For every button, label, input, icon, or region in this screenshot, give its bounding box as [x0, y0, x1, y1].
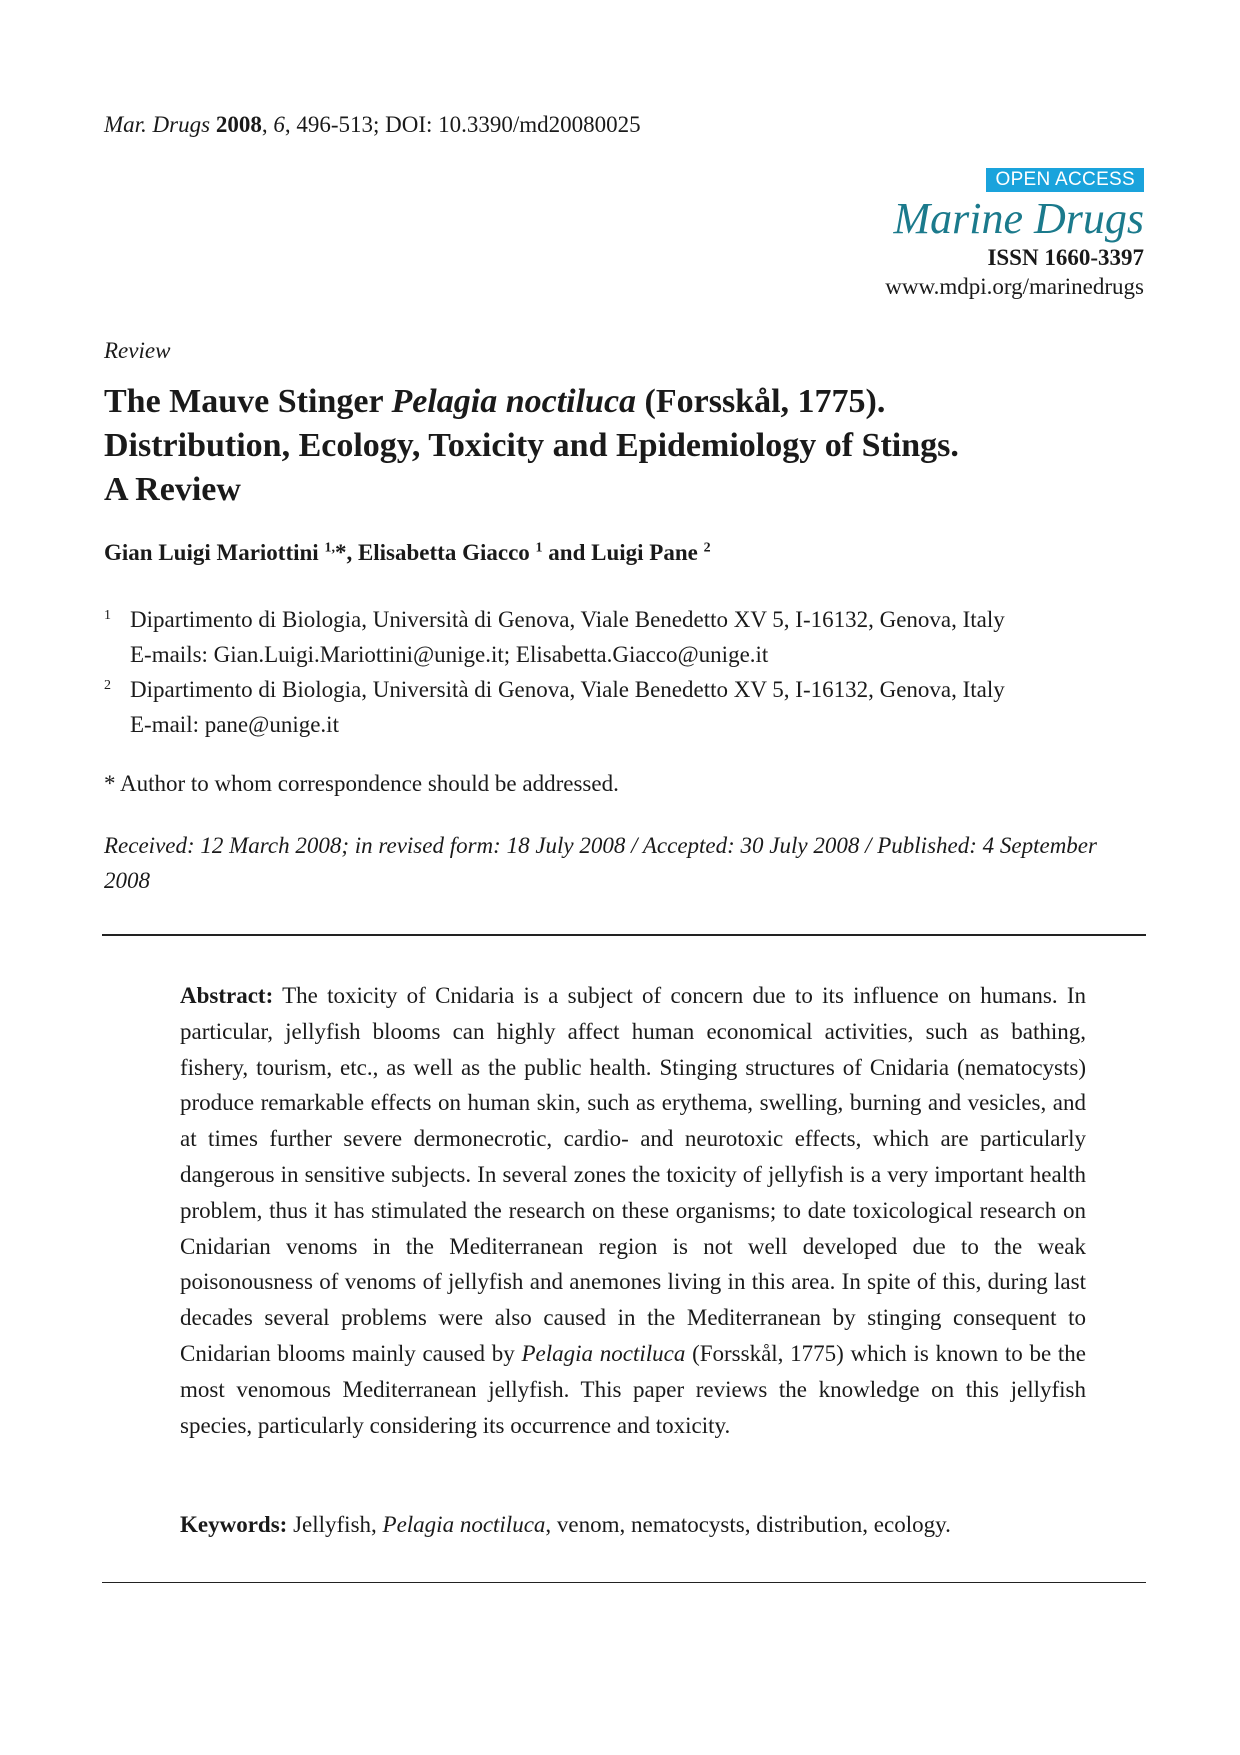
affiliations: [104, 602, 1005, 742]
affiliation-item: [104, 602, 1005, 672]
affiliation-emails[interactable]: E-mails: Gian.Luigi.Mariottini@unige.it; Elisabetta.Giacco@unige.it: [130, 642, 769, 667]
keywords-after: , venom, nematocysts, distribution, ecology.: [545, 1512, 951, 1537]
author-list: [104, 540, 711, 566]
keywords-before: Jellyfish,: [287, 1512, 383, 1537]
affiliation-address: Dipartimento di Biologia, Università di Genova, Viale Benedetto XV 5, I-16132, Genova, Italy: [130, 677, 1005, 702]
author-name: Elisabetta Giacco: [357, 540, 530, 565]
title-species: Pelagia noctiluca: [391, 383, 637, 420]
article-type: Review: [104, 338, 171, 363]
affiliation-address: Dipartimento di Biologia, Università di Genova, Viale Benedetto XV 5, I-16132, Genova, Italy: [130, 607, 1005, 632]
author-separator: ,: [346, 540, 358, 565]
abstract: [180, 978, 1086, 1443]
author-name: Luigi Pane: [591, 540, 698, 565]
affiliation-emails[interactable]: E-mail: pane@unige.it: [130, 712, 339, 737]
journal-name: Marine Drugs: [893, 194, 1144, 243]
title-line2: Distribution, Ecology, Toxicity and Epidemiology of Stings.: [104, 427, 959, 464]
keywords-label: Keywords:: [180, 1512, 288, 1537]
abstract-species: Pelagia noctiluca: [521, 1340, 686, 1366]
top-divider: [102, 934, 1146, 936]
affiliation-item: [104, 672, 1005, 742]
journal-header: [885, 168, 1144, 301]
abstract-text-2: (Forsskål, 1775) which is known to be the most venomous Mediterranean jellyfish. This paper reviews the knowledge on this jellyfish species, particularly considering its occurrence and toxicity.: [180, 1340, 1086, 1438]
affiliation-number: 2: [104, 678, 111, 693]
author-corresponding-mark: *: [334, 540, 347, 565]
bottom-divider: [102, 1582, 1146, 1583]
title-part2: (Forsskål, 1775).: [636, 383, 886, 420]
paper-title: [104, 380, 1144, 512]
publication-dates: Received: 12 March 2008; in revised form: 18 July 2008 / Accepted: 30 July 2008 / Published: 4 September 2008: [104, 833, 1097, 893]
keywords-species: Pelagia noctiluca: [382, 1512, 546, 1537]
author-separator: and: [542, 540, 592, 565]
journal-issn: ISSN 1660-3397: [987, 245, 1144, 270]
citation-volume: 6: [273, 112, 285, 137]
citation-pages-doi: , 496-513; DOI: 10.3390/md20080025: [284, 112, 641, 137]
author-name: Gian Luigi Mariottini: [104, 540, 319, 565]
author-affiliation-mark: 1,: [324, 540, 335, 556]
open-access-badge: OPEN ACCESS: [986, 168, 1144, 192]
title-line3: A Review: [104, 471, 241, 508]
journal-abbrev: Mar. Drugs: [104, 112, 211, 137]
affiliation-number: 1: [104, 608, 111, 623]
author-affiliation-mark: 2: [703, 540, 711, 556]
journal-website[interactable]: www.mdpi.org/marinedrugs: [885, 274, 1144, 299]
citation-line: Mar. Drugs 2008, 6, 496-513; DOI: 10.3390/md20080025: [104, 112, 641, 137]
abstract-text-1: The toxicity of Cnidaria is a subject of concern due to its influence on humans. In particular, jellyfish blooms can highly affect human economical activities, such as bathing, fishery, tourism, etc., as well as the public health. Stinging structures of Cnidaria (nematocysts) produce remarkable effects on human skin, such as erythema, swelling, burning and vesicles, and at times further severe dermonecrotic, cardio- and neurotoxic effects, which are particularly dangerous in sensitive subjects. In several zones the toxicity of jellyfish is a very important health problem, thus it has stimulated the research on these organisms; to date toxicological research on Cnidarian venoms in the Mediterranean region is not well developed due to the weak poisonousness of venoms of jellyfish and anemones living in this area. In spite of this, during last decades several problems were also caused in the Mediterranean by stinging consequent to Cnidarian blooms mainly caused by: [180, 983, 1086, 1366]
author-affiliation-mark: 1: [535, 540, 543, 556]
abstract-label: Abstract:: [180, 983, 274, 1008]
keywords: [180, 1512, 1086, 1538]
citation-year: 2008: [215, 112, 262, 137]
title-part1: The Mauve Stinger: [104, 383, 392, 420]
correspondence-note: * Author to whom correspondence should be addressed.: [104, 771, 619, 796]
